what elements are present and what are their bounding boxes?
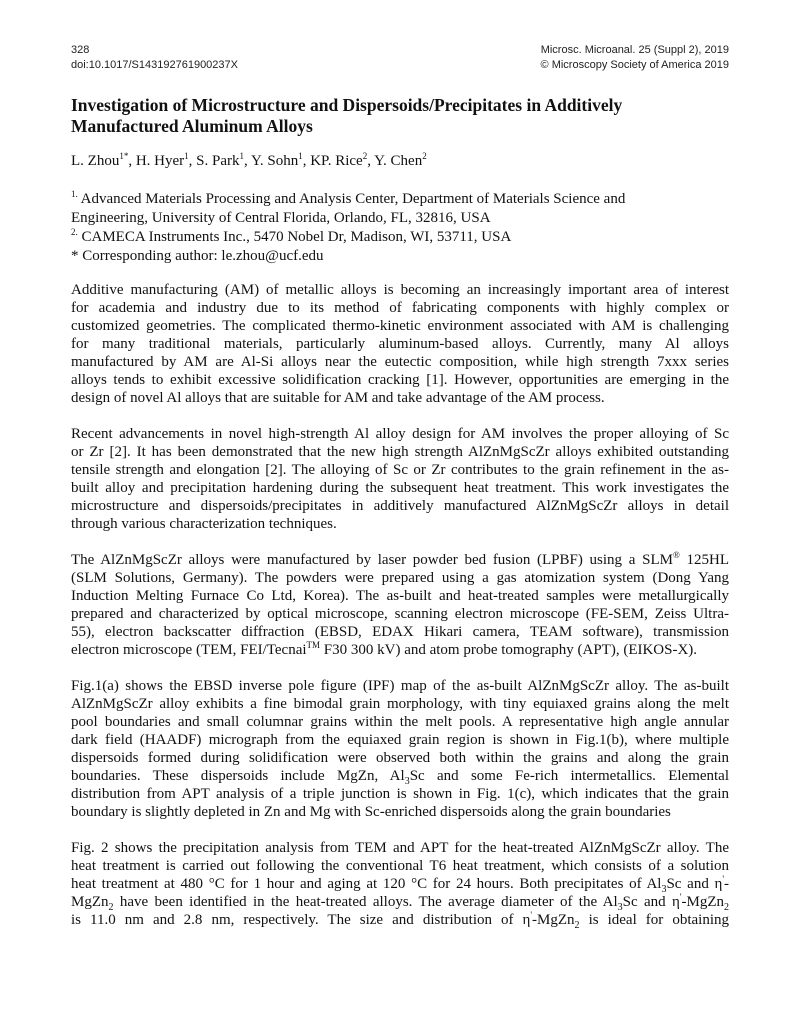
text-line: for many traditional materials, particularly aluminum-based alloys. Currently, many Al alloys [71, 336, 729, 352]
text-line: electron microscope (TEM, FEI/Tecnai™ F30 300 kV) and atom probe tomography (APT), (EIKOS-X). [71, 640, 698, 658]
author: Y. Sohn$^1$ [250, 151, 303, 169]
text-line: through various characterization techniques. [71, 516, 337, 532]
author: L. Zhou$^{1*}$ [71, 151, 129, 169]
text-line: 55), electron backscatter diffraction (EBSD, EDAX Hikari camera, TEAM software), transmission [71, 624, 729, 640]
title-line-1: Investigation of Microstructure and Dispersoids/Precipitates in Additively [71, 95, 623, 115]
affiliation-1-cont: Engineering, University of Central Florida, Orlando, FL, 32816, USA [71, 210, 491, 226]
text-line: built alloy and precipitation hardening during the subsequent heat treatment. This work investigates the [71, 480, 729, 496]
text-line: Recent advancements in novel high-strength Al alloy design for AM involves the proper alloying of Sc [71, 426, 729, 442]
paragraph-methods [71, 551, 729, 659]
title-line-2: Manufactured Aluminum Alloys [71, 116, 313, 136]
doi: doi:10.1017/S143192761900237X [71, 59, 238, 71]
text-line: MgZn$_2$ have been identified in the heat-treated alloys. The average diameter of the $Al_3Sc$ and η'-MgZn$_2$ [71, 892, 729, 913]
text-line: boundary is slightly depleted in Zn and Mg with Sc-enriched dispersoids along the grain boundaries [71, 804, 671, 820]
text-line: boundaries. These dispersoids include MgZn, $Al_3Sc$ and some Fe-rich intermetallics. Elemental [71, 768, 730, 787]
page-number: 328 [71, 44, 90, 56]
text-line: alloys tends to exhibit excessive solidification cracking [1]. However, opportunities are emerging in the [71, 372, 729, 388]
text-line: Fig.1(a) shows the EBSD inverse pole figure (IPF) map of the as-built AlZnMgScZr alloy. The as-built [71, 678, 729, 694]
paragraph-fig1 [71, 677, 729, 821]
author: H. Hyer$^1$ [135, 151, 189, 169]
text-line: pool boundaries and small columnar grains within the melt pools. A representative high angle annular [71, 714, 729, 730]
text-line: Induction Melting Furnace Co Ltd, Korea). The as-built and heat-treated samples were metallurgically [71, 588, 729, 604]
affiliation-1: $^{1.}$ Advanced Materials Processing and Analysis Center, Department of Materials Science and [71, 189, 626, 207]
text-line: microstructure and dispersoids/precipitates in additively manufactured AlZnMgScZr alloys in detail [71, 498, 729, 514]
text-line: (SLM Solutions, Germany). The powders were prepared using a gas atomization system (Dong Yang [71, 570, 729, 586]
text-line: or Zr [2]. It has been demonstrated that the new high strength AlZnMgScZr alloys exhibited outstanding [71, 444, 729, 460]
text-line: manufactured by AM are Al-Si alloys near the eutectic composition, while high strength 7xxx series [71, 354, 729, 370]
text-line: AlZnMgScZr alloy exhibits a fine bimodal grain morphology, with tiny equiaxed grains along the melt [71, 696, 729, 712]
text-line: is 11.0 nm and 2.8 nm, respectively. The size and distribution of η'-MgZn$_2$ is ideal for obtaining [71, 910, 729, 931]
author: S. Park$^1$ [196, 151, 244, 169]
text-line: dark field (HAADF) micrograph from the equiaxed grain region is shown in Fig.1(b), where multiple [71, 732, 729, 748]
text-line: for academia and industry due to its method of fabricating components with highly complex or [71, 300, 729, 316]
text-line: customized geometries. The complicated thermo-kinetic environment associated with AM is challenging [71, 318, 729, 334]
text-line: Additive manufacturing (AM) of metallic alloys is becoming an increasingly important area of interest [71, 282, 729, 298]
affiliation-2: $^{2.}$ CAMECA Instruments Inc., 5470 Nobel Dr, Madison, WI, 53711, USA [71, 227, 512, 245]
text-line: dispersoids formed during solidification were observed both within the grains and along the grain [71, 750, 729, 766]
text-line: distribution from APT analysis of a triple junction is shown in Fig. 1(c), which indicates that the grain [71, 786, 729, 802]
text-line: tensile strength and elongation [2]. The alloying of Sc or Zr contributes to the grain refinement in the as- [71, 462, 729, 478]
running-header-right [541, 43, 729, 73]
text-line: Fig. 2 shows the precipitation analysis from TEM and APT for the heat-treated AlZnMgScZr alloy. The [71, 840, 729, 856]
text-line: The AlZnMgScZr alloys were manufactured by laser powder bed fusion (LPBF) using a SLM® 125HL [71, 550, 730, 568]
text-line: heat treatment is carried out following the conventional T6 heat treatment, which consists of a solution [71, 858, 729, 874]
author: Y. Chen$^2$ [374, 151, 427, 169]
running-header-left [71, 43, 238, 73]
corresponding-author: * Corresponding author: le.zhou@ucf.edu [71, 248, 324, 264]
author: KP. Rice$^2$ [310, 151, 368, 169]
affiliations [71, 190, 625, 266]
text-line: heat treatment at 480 °C for 1 hour and aging at 120 °C for 24 hours. Both precipitates of $Al_3Sc$ and η'- [71, 874, 729, 895]
text-line: design of novel Al alloys that are suitable for AM and take advantage of the AM process. [71, 390, 605, 406]
text-line: prepared and characterized by optical microscope, scanning electron microscope (FE-SEM, Zeiss Ultra- [71, 606, 729, 622]
paragraph-fig2 [71, 839, 729, 929]
paper-title [71, 95, 731, 137]
author-list: L. Zhou$^{1*}$, H. Hyer$^1$, S. Park$^1$, Y. Sohn$^1$, KP. Rice$^2$, Y. Chen$^2$ [71, 151, 427, 169]
paragraph-alloy-design [71, 425, 729, 533]
paragraph-introduction [71, 281, 729, 407]
journal-citation: Microsc. Microanal. 25 (Suppl 2), 2019 [540, 44, 729, 56]
copyright-notice: © Microscopy Society of America 2019 [540, 59, 729, 71]
